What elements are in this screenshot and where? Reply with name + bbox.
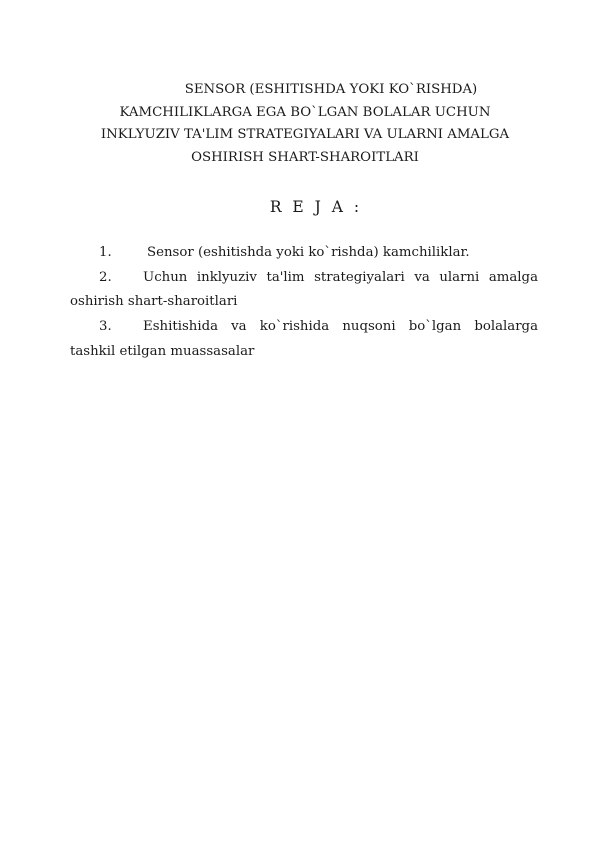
plan-item-text-continued: tashkil etilgan muassasalar [70, 343, 255, 359]
plan-item-number: 3. [99, 319, 112, 335]
plan-item-2 [70, 266, 538, 315]
plan-item-text: Uchun inklyuziv ta'lim strategiyalari va ularni amalga [143, 269, 538, 285]
plan-item-text: Eshitishida va ko`rishida nuqsoni bo`lgan bolalarga [143, 319, 538, 335]
plan-heading: R E J A : [269, 198, 363, 216]
title-line-3: INKLYUZIV TA'LIM STRATEGIYALARI VA ULARNI AMALGA [100, 127, 510, 142]
plan-item-number: 1. [99, 245, 112, 260]
plan-item-3 [70, 315, 538, 364]
title-line-4: OSHIRISH SHART-SHAROITLARI [191, 149, 419, 165]
plan-item-line [70, 266, 538, 291]
plan-item-text-continued: oshirish shart-sharoitlari [70, 294, 238, 310]
plan-item-line [70, 315, 538, 340]
document-title [60, 79, 550, 169]
title-line-2: KAMCHILIKLARGA EGA BO`LGAN BOLALAR UCHUN [119, 104, 491, 120]
plan-list [70, 241, 538, 365]
title-line-1: SENSOR (ESHITISHDA YOKI KO`RISHDA) [184, 82, 478, 97]
plan-item-1 [70, 241, 538, 266]
plan-item-text: Sensor (eshitishda yoki ko`rishda) kamchiliklar. [147, 245, 470, 260]
plan-item-number: 2. [99, 269, 112, 285]
